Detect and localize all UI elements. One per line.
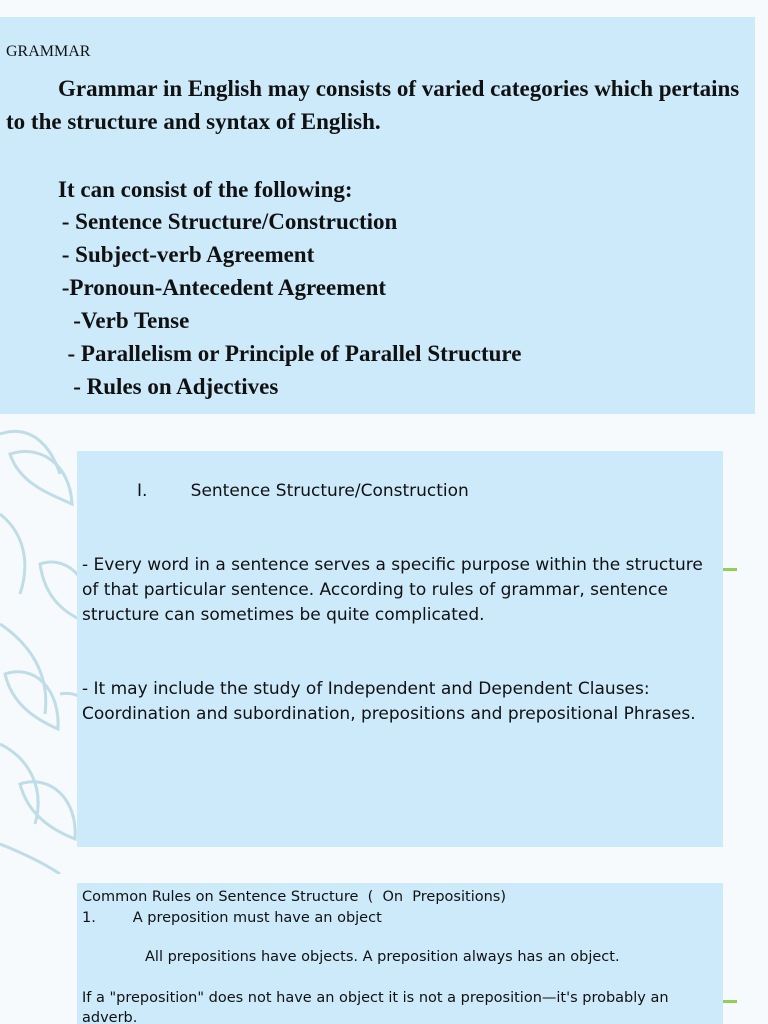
- accent-mark: [723, 1000, 737, 1003]
- section-heading: I. Sentence Structure/Construction: [137, 481, 469, 501]
- category-item: - Subject-verb Agreement: [56, 242, 315, 267]
- rule-item: 1. A preposition must have an object: [82, 910, 382, 926]
- category-item: - Sentence Structure/Construction: [56, 209, 398, 234]
- lead-text: It can consist of the following:: [58, 177, 353, 202]
- sentence-structure-panel: [77, 451, 723, 847]
- grammar-overview-panel: [0, 17, 755, 414]
- category-item: - Rules on Adjectives: [56, 374, 279, 399]
- rules-title: Common Rules on Sentence Structure ( On Prepositions): [82, 889, 506, 905]
- section-label: GRAMMAR: [6, 43, 91, 60]
- rule-detail: All prepositions have objects. A preposition always has an object.: [145, 949, 620, 965]
- rule-note: If a "preposition" does not have an object it is not a preposition—it's probably an adverb.: [82, 990, 669, 1024]
- paragraph: - Every word in a sentence serves a specific purpose within the structure of that particular sentence. According to rules of grammar, sentence structure can sometimes be quite complicated.: [82, 555, 703, 625]
- category-item: - Parallelism or Principle of Parallel Structure: [56, 341, 522, 366]
- preposition-rules-panel: [77, 883, 723, 1024]
- paragraph: - It may include the study of Independent and Dependent Clauses: Coordination and subordination, prepositions and prepositional Phrases.: [82, 679, 696, 724]
- intro-paragraph: Grammar in English may consists of varied categories which pertains to the structure and syntax of English.: [6, 76, 740, 134]
- category-item: -Pronoun-Antecedent Agreement: [56, 275, 387, 300]
- accent-mark: [723, 568, 737, 571]
- category-item: -Verb Tense: [56, 308, 190, 333]
